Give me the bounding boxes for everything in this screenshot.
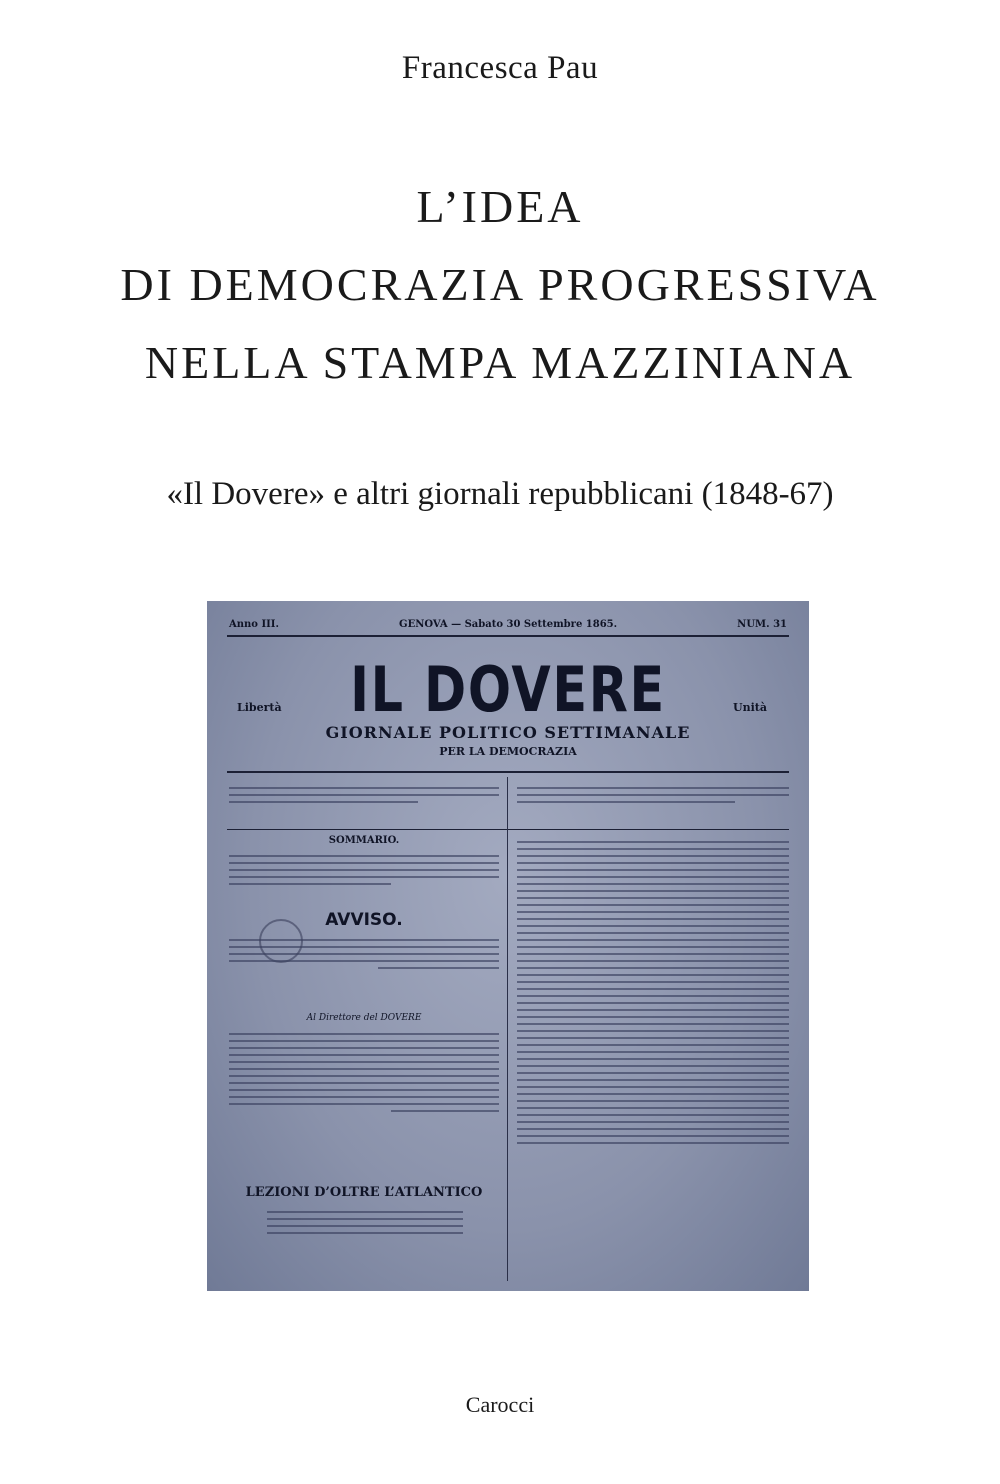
lezioni-heading: LEZIONI D’OLTRE L’ATLANTICO xyxy=(245,1185,483,1200)
newspaper-photo xyxy=(207,601,809,1291)
motto-left: Libertà xyxy=(237,701,282,714)
newspaper-subtitle-2: PER LA DEMOCRAZIA xyxy=(439,745,577,758)
publisher-name: Carocci xyxy=(465,1392,535,1417)
price-rule xyxy=(227,829,789,830)
newspaper-subtitle: GIORNALE POLITICO SETTIMANALE xyxy=(325,723,691,742)
avviso-heading: AVVISO. xyxy=(325,910,403,930)
newspaper-dateline: GENOVA — Sabato 30 Settembre 1865. xyxy=(399,619,618,630)
price-block xyxy=(229,783,499,808)
title-line-1: L’IDEA xyxy=(416,181,584,232)
author-name: Francesca Pau xyxy=(401,50,599,86)
newspaper-year: Anno III. xyxy=(229,619,279,630)
newspaper-header xyxy=(229,619,787,630)
lezioni-subheads xyxy=(267,1207,463,1239)
avviso-text xyxy=(229,935,499,974)
book-title xyxy=(0,168,1000,402)
title-line-2: DI DEMOCRAZIA PROGRESSIVA xyxy=(120,259,880,310)
header-rule xyxy=(227,635,789,637)
newspaper-issue-number: NUM. 31 xyxy=(737,619,787,630)
motto-right: Unità xyxy=(733,701,767,714)
masthead-rule xyxy=(227,771,789,773)
right-column-text xyxy=(517,837,789,1149)
book-subtitle: «Il Dovere» e altri giornali repubblicani (1848-67) xyxy=(166,476,834,512)
letter-text xyxy=(229,1029,499,1117)
newspaper-masthead: IL DOVERE xyxy=(350,653,666,726)
sommario-text xyxy=(229,851,499,890)
letter-heading: Al Direttore del DOVERE xyxy=(306,1013,422,1023)
notice-block xyxy=(517,783,789,808)
sommario-heading: SOMMARIO. xyxy=(328,835,400,846)
column-divider xyxy=(507,777,508,1281)
title-line-3: NELLA STAMPA MAZZINIANA xyxy=(144,337,856,388)
